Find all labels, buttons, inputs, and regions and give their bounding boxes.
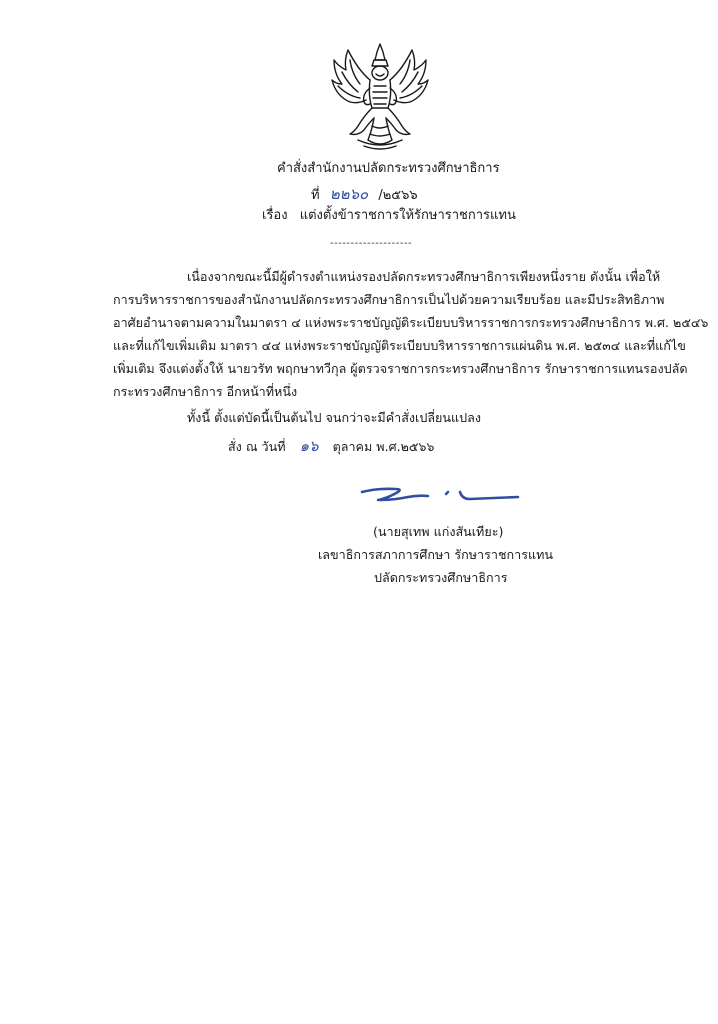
paragraph-line: และที่แก้ไขเพิ่มเติม มาตรา ๔๔ แห่งพระราชบัญญัติระเบียบบริหารราชการแผ่นดิน พ.ศ. ๒๕๓๔ และที่แก้ไข [113,338,686,353]
handwritten-signature [358,480,523,510]
subject-label: เรื่อง [262,208,288,223]
subject-text: แต่งตั้งข้าราชการให้รักษาราชการแทน [299,208,516,223]
order-number-line [311,185,418,205]
order-date-suffix: ตุลาคม พ.ศ.๒๕๖๖ [332,439,435,454]
order-date-prefix: สั่ง ณ วันที่ [228,439,286,454]
order-day-handwritten: ๑๖ [299,437,319,455]
order-title: คำสั่งสำนักงานปลัดกระทรวงศึกษาธิการ [277,161,500,176]
signatory-position-continued: ปลัดกระทรวงศึกษาธิการ [374,570,508,585]
paragraph-line: กระทรวงศึกษาธิการ อีกหน้าที่หนึ่ง [113,384,298,399]
garuda-emblem-icon [328,40,432,152]
paragraph-line: เนื่องจากขณะนี้มีผู้ดำรงตำแหน่งรองปลัดกระทรวงศึกษาธิการเพียงหนึ่งราย ดังนั้น เพื่อให้ [187,269,661,284]
effective-clause: ทั้งนี้ ตั้งแต่บัดนี้เป็นต้นไป จนกว่าจะมีคำสั่งเปลี่ยนแปลง [187,410,482,425]
order-date-line [228,437,434,456]
order-number-year: /๒๕๖๖ [378,188,418,203]
paragraph-line: เพิ่มเติม จึงแต่งตั้งให้ นายวรัท พฤกษาทวีกุล ผู้ตรวจราชการกระทรวงศึกษาธิการ รักษาราชการแทนรองปลัด [113,361,688,376]
order-number-prefix: ที่ [311,188,320,203]
header-separator: -------------------- [330,238,413,249]
paragraph-line: อาศัยอำนาจตามความในมาตรา ๔ แห่งพระราชบัญญัติระเบียบบริหารราชการกระทรวงศึกษาธิการ พ.ศ. ๒๕๔๖ [113,315,709,330]
signatory-name: (นายสุเทพ แก่งสันเทียะ) [373,524,504,539]
order-subject-line [262,207,516,225]
signatory-position: เลขาธิการสภาการศึกษา รักษาราชการแทน [318,547,554,562]
order-number-handwritten: ๒๒๖๐ [329,185,369,203]
paragraph-line: การบริหารราชการของสำนักงานปลัดกระทรวงศึกษาธิการเป็นไปด้วยความเรียบร้อย และมีประสิทธิภาพ [113,292,665,307]
